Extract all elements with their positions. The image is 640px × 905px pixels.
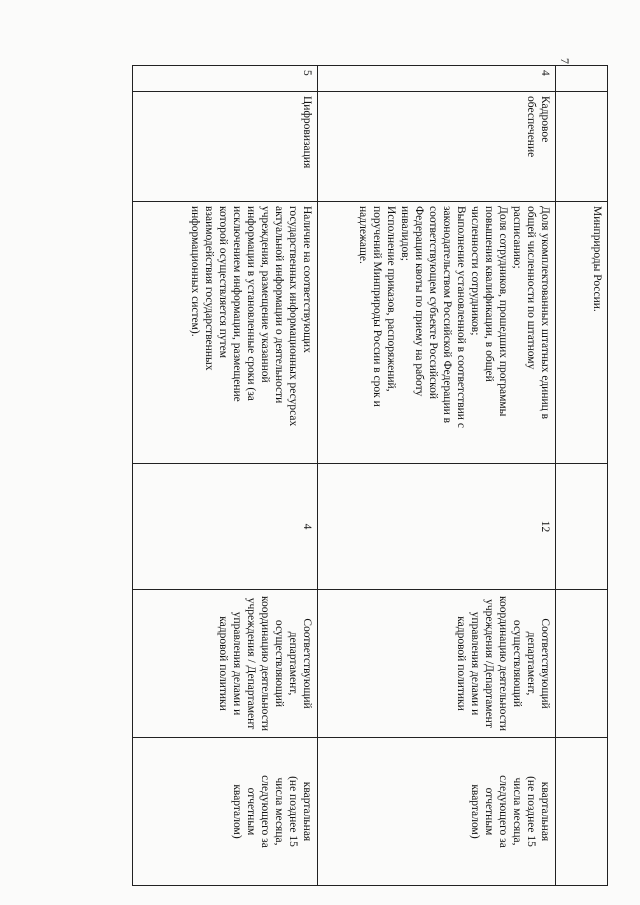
text-line: осуществляющий: [273, 619, 285, 708]
cell-indicator: [318, 202, 556, 464]
text-line: кадровой политики: [455, 616, 467, 711]
text-line: следующего за: [497, 775, 509, 848]
cell-value: [556, 464, 608, 590]
cell-responsible: [318, 590, 556, 738]
text-line: департамент,: [525, 631, 537, 696]
text-line: поручений Минприроды России в срок и: [371, 206, 383, 407]
text-line: координацию деятельности: [497, 596, 509, 731]
cell-period: [133, 738, 318, 886]
text-line: числа месяца,: [511, 777, 523, 846]
text-line: информации в установленные сроки (за: [245, 206, 257, 401]
text-line: взаимодействия государственных: [203, 206, 215, 371]
text-line: департамент,: [287, 631, 299, 696]
text-line: Исполнение приказов, распоряжений,: [385, 206, 397, 392]
cell-period: [318, 738, 556, 886]
text-line: государственных информационных ресурсах: [287, 206, 299, 427]
text-line: управления делами и: [231, 611, 243, 716]
text-line: законодательством Российской Федерации в: [441, 206, 453, 424]
text-line: кадровой политики: [217, 616, 229, 711]
page-number: 7: [558, 58, 572, 64]
text-line: (не позднее 15: [287, 776, 299, 847]
cell-indicator: [133, 202, 318, 464]
text-line: отчетным: [245, 787, 257, 836]
table-row: [318, 66, 556, 886]
text-line: учреждения, размещение указанной: [259, 206, 271, 383]
text-line: числа месяца,: [273, 777, 285, 846]
text-line: численности сотрудников;: [469, 206, 481, 336]
performance-criteria-table: [132, 65, 608, 886]
cell-name: Цифровизация: [133, 92, 318, 202]
text-line: следующего за: [259, 775, 271, 848]
text-line: соответствующем субъекте Российской: [427, 206, 439, 400]
cell-indicator: Минприроды России.: [556, 202, 608, 464]
cell-num: 5: [133, 66, 318, 92]
text-line: кварталом): [469, 784, 481, 839]
text-line: Выполнение установленной в соответствии с: [455, 206, 467, 428]
text-line: учреждения /Департамент: [483, 599, 495, 728]
text-line: Доля сотрудников, прошедших программы: [497, 206, 509, 417]
text-line: информационных систем).: [189, 206, 201, 337]
cell-value: 12: [318, 464, 556, 590]
text-line: учреждения / Департамент: [245, 597, 257, 730]
text-line: общей численности по штатному: [525, 206, 537, 370]
cell-num: 4: [318, 66, 556, 92]
table-row: [133, 66, 318, 886]
cell-value: 4: [133, 464, 318, 590]
text-line: Соответствующий: [301, 618, 313, 709]
text-line: Соответствующий: [539, 618, 551, 709]
text-line: (не позднее 15: [525, 776, 537, 847]
text-line: актуальной информации о деятельности: [273, 206, 285, 404]
cell-num: [556, 66, 608, 92]
text-line: координацию деятельности: [259, 596, 271, 731]
text-line: кварталом): [231, 784, 243, 839]
text-line: которой осуществляется путем: [217, 206, 229, 359]
text-line: расписанию;: [511, 206, 523, 269]
text-line: квартальная: [539, 781, 551, 842]
cell-responsible: [133, 590, 318, 738]
text-line: Федерации квоты по приему на работу: [413, 206, 425, 397]
continuation-row: [556, 66, 608, 886]
text-line: осуществляющий: [511, 619, 523, 708]
cell-responsible: [556, 590, 608, 738]
text-line: Доля укомплектованных штатных единиц в: [539, 206, 551, 420]
cell-name: Кадровое обеспечение: [318, 92, 556, 202]
cell-period: [556, 738, 608, 886]
cell-name: [556, 92, 608, 202]
text-line: управления делами и: [469, 611, 481, 716]
text-line: отчетным: [483, 787, 495, 836]
text-line: надлежаще.: [357, 206, 369, 264]
text-line: квартальная: [301, 781, 313, 842]
text-line: повышения квалификации, в общей: [483, 206, 495, 382]
text-line: исключением информации, размещение: [231, 206, 243, 402]
text-line: инвалидов;: [399, 206, 411, 261]
text-line: Наличие на соответствующих: [301, 206, 313, 353]
rotated-table-wrapper: [133, 65, 608, 885]
